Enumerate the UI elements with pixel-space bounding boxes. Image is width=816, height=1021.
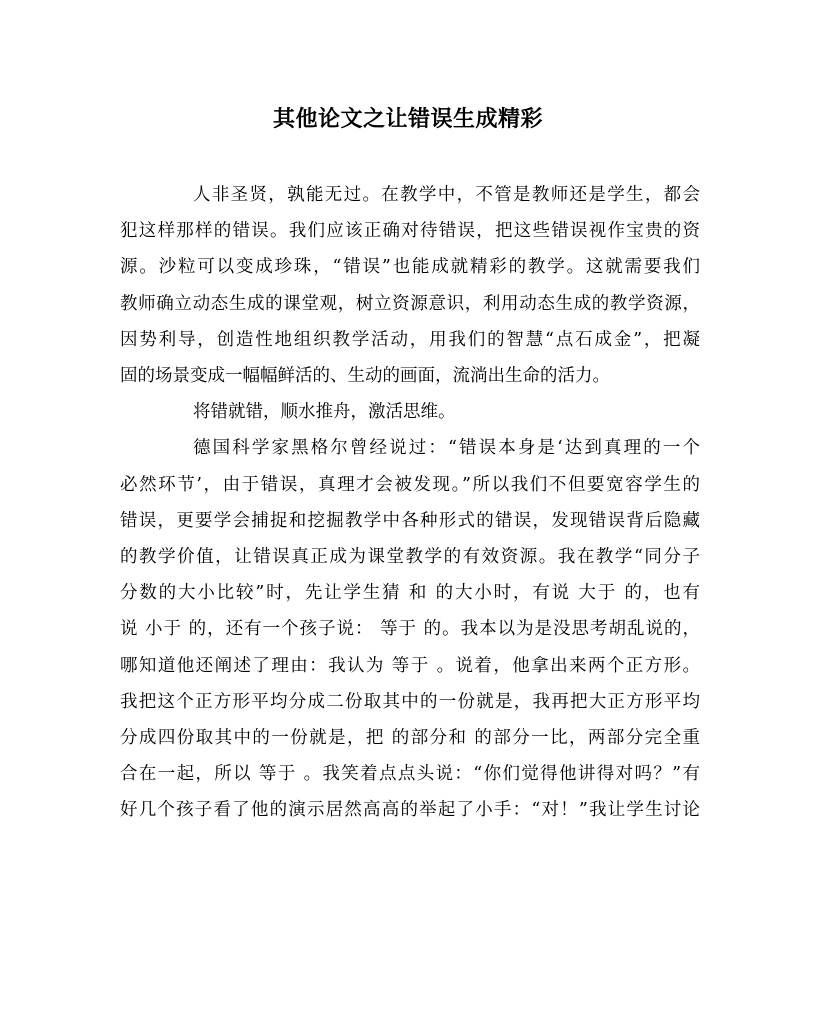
text-line: 犯这样那样的错误。我们应该正确对待错误，把这些错误视作宝贵的资: [120, 221, 700, 242]
text-line: 源。沙粒可以变成珍珠，“错误”也能成就精彩的教学。这就需要我们: [120, 257, 700, 278]
text-line: 分成四份取其中的一份就是，把 的部分和 的部分一比，两部分完全重: [120, 728, 700, 749]
text-line: 的教学价值，让错误真正成为课堂教学的有效资源。我在教学“同分子: [120, 547, 700, 568]
text-line: 固的场景变成一幅幅鲜活的、生动的画面，流淌出生命的活力。: [120, 366, 610, 387]
text-line: 合在一起，所以 等于 。我笑着点点头说：“你们觉得他讲得对吗？”有: [120, 764, 700, 785]
text-line: 人非圣贤，孰能无过。在教学中，不管是教师还是学生，都会: [193, 185, 700, 205]
paragraph-heading: [120, 394, 700, 430]
text-line: 分数的大小比较”时，先让学生猜 和 的大小时，有说 大于 的，也有: [120, 583, 700, 604]
text-line: 德国科学家黑格尔曾经说过：“错误本身是‘达到真理的一个: [193, 438, 700, 459]
text-line: 必然环节’，由于错误，真理才会被发现。”所以我们不但要宽容学生的: [120, 474, 700, 495]
document-title: 其他论文之让错误生成精彩: [272, 107, 543, 132]
text-line: 因势利导，创造性地组织教学活动，用我们的智慧“点石成金”，把凝: [120, 329, 700, 350]
text-line: 说 小于 的，还有一个孩子说： 等于 的。我本以为是没思考胡乱说的，: [120, 619, 700, 640]
text-line: 哪知道他还阐述了理由：我认为 等于 。说着，他拿出来两个正方形。: [120, 655, 700, 676]
paragraph-body: [120, 430, 700, 828]
text-line: 将错就错，顺水推舟，激活思维。: [193, 402, 456, 423]
paragraph-intro: [120, 177, 700, 394]
text-line: 教师确立动态生成的课堂观，树立资源意识，利用动态生成的教学资源，: [120, 293, 700, 314]
text-line: 我把这个正方形平均分成二份取其中的一份就是，我再把大正方形平均: [120, 691, 700, 712]
text-line: 好几个孩子看了他的演示居然高高的举起了小手：“对！”我让学生讨论: [120, 800, 700, 821]
text-line: 错误，更要学会捕捉和挖掘教学中各种形式的错误，发现错误背后隐藏: [120, 510, 700, 531]
document-body: [120, 177, 700, 829]
